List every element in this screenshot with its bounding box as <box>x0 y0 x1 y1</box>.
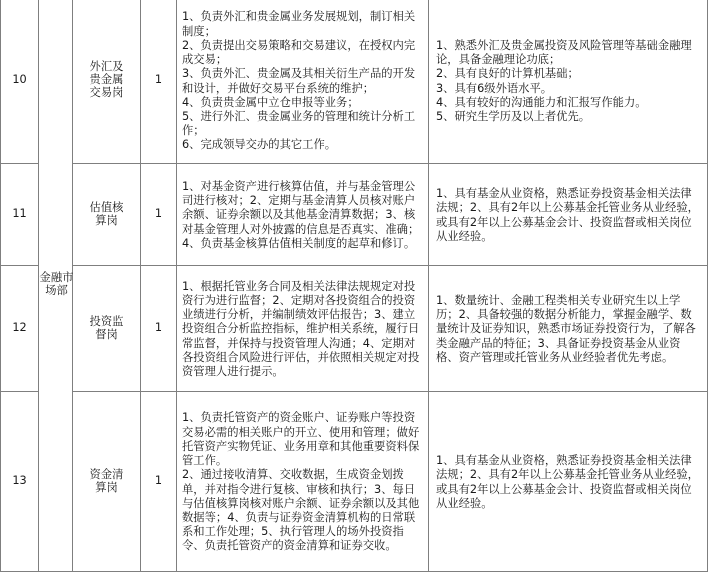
duty-line: 4、负责贵金属中立仓申报等业务； <box>182 95 359 109</box>
position-name: 资金清算岗 <box>89 467 124 494</box>
duty-line: 1、负责托管资产的资金账户、证券账户等投资交易必需的相关账户的开立、使用和管理；做好托管资产实物凭证、业务用章和其他重要资料保管工作。 <box>182 411 420 468</box>
duty-line: 6、完成领导交办的其它工作。 <box>182 138 337 152</box>
position-name-cell <box>73 164 141 266</box>
requirements-cell <box>429 164 708 266</box>
requirement-line: 3、具有6级外语水平。 <box>436 81 553 95</box>
table-row <box>1 164 708 266</box>
row-number: 10 <box>1 0 39 164</box>
position-name-cell <box>73 392 141 572</box>
duties-cell <box>177 266 429 392</box>
requirement-line: 5、研究生学历及以上者优先。 <box>436 109 591 123</box>
requirement-line: 4、具有较好的沟通能力和汇报写作能力。 <box>436 95 647 109</box>
duty-line: 1、根据托管业务合同及相关法律法规规定对投资行为进行监督；2、定期对各投资组合的投资业绩进行分析，并编制绩效评估报告；3、建立投资组合分析监控指标，维护相关系统，履行日常监督，并保持与投资管理人沟通；4、定期对各投资组合风险进行评估，并依照相关规定对投资管理人进行提示。 <box>182 279 420 378</box>
headcount: 1 <box>141 266 177 392</box>
table-row <box>1 392 708 572</box>
headcount: 1 <box>141 392 177 572</box>
duty-line: 1、负责外汇和贵金属业务发展规划，制订相关制度； <box>182 10 416 38</box>
table-row <box>1 0 708 164</box>
requirement-line: 1、数量统计、金融工程类相关专业研究生以上学历；2、具备较强的数据分析能力，掌握金融学、数量统计及证券知识，熟悉市场证券投资行为，了解各类金融产品的特征；3、具备证券投资基金从业资格、资产管理或托管业务从业经验者优先考虑。 <box>436 293 696 364</box>
duty-line: 5、进行外汇、贵金属业务的管理和统计分析工作； <box>182 109 416 138</box>
duties-cell <box>177 0 429 164</box>
requirements-cell <box>429 266 708 392</box>
duty-line: 2、负责提出交易策略和交易建议，在授权内完成交易； <box>182 38 416 67</box>
headcount: 1 <box>141 0 177 164</box>
position-name: 估值核算岗 <box>89 200 124 227</box>
duties-cell <box>177 392 429 572</box>
row-number: 12 <box>1 266 39 392</box>
position-name: 投资监督岗 <box>89 314 124 341</box>
row-number: 11 <box>1 164 39 266</box>
headcount: 1 <box>141 164 177 266</box>
department-cell <box>39 0 73 572</box>
position-name: 外汇及贵金属交易岗 <box>89 60 124 100</box>
requirement-line: 1、具有基金从业资格，熟悉证券投资基金相关法律法规；2、具有2年以上公募基金托管业务从业经验，或具有2年以上公募基金会计、投资监督或相关岗位从业经验。 <box>436 454 699 510</box>
department-name: 金融市场部 <box>39 270 74 297</box>
requirements-cell <box>429 392 708 572</box>
requirement-line: 2、具有良好的计算机基础； <box>436 67 579 81</box>
position-name-cell <box>73 0 141 164</box>
requirement-line: 1、具有基金从业资格，熟悉证券投资基金相关法律法规；2、具有2年以上公募基金托管业务从业经验，或具有2年以上公募基金会计、投资监督或相关岗位从业经验。 <box>436 187 699 243</box>
requirement-line: 1、熟悉外汇及贵金属投资及风险管理等基础金融理论，具备金融理论功底； <box>436 38 692 67</box>
requirements-cell <box>429 0 708 164</box>
table-row <box>1 266 708 392</box>
duty-line: 3、负责外汇、贵金属及其相关衍生产品的开发和设计，并做好交易平台系统的维护； <box>182 67 416 95</box>
position-name-cell <box>73 266 141 392</box>
duty-line: 1、对基金资产进行核算估值，并与基金管理公司进行核对；2、定期与基金清算人员核对账户余额、证券余额以及其他基金清算数据；3、核对基金管理人对外披露的信息是否真实、准确； <box>182 179 420 236</box>
duty-line: 2、通过接收清算、交收数据，生成资金划拨单，并对指令进行复核、审核和执行；3、每日与估值核算岗核对账户余额、证券余额以及其他数据等；4、负责与证券资金清算机构的日常联系和工作处理；5、执行管理人的场外投资指令、负责托管资产的资金清算和证券交收。 <box>182 468 420 553</box>
row-number: 13 <box>1 392 39 572</box>
duties-cell <box>177 164 429 266</box>
duty-line: 4、负责基金核算估值相关制度的起草和修订。 <box>182 236 416 250</box>
